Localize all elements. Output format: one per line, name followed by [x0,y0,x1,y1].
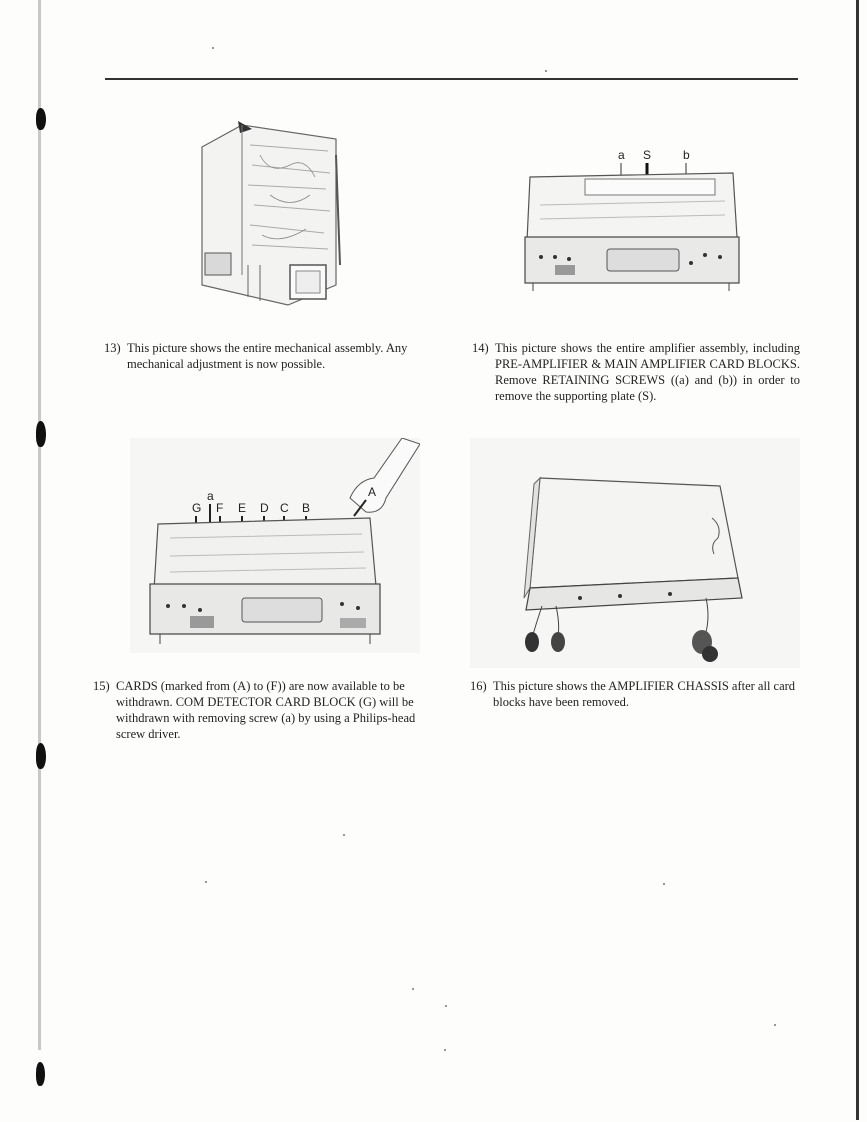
caption-14-number: 14) [472,341,489,355]
scan-speck [343,834,345,836]
label-a-screw: a [207,489,214,503]
scan-speck [212,47,214,49]
binder-margin-line [38,0,41,1050]
label-d: D [260,501,269,515]
label-e: E [238,501,247,515]
caption-16 [470,678,805,718]
label-s: S [643,148,652,162]
scan-speck [545,70,547,72]
scan-speck [445,1005,447,1007]
punch-hole-1 [36,108,46,130]
label-big-a: A [368,485,377,499]
figure-15-cards-withdrawal [130,438,420,653]
amplifier-assembly-photo [515,145,745,295]
figure-16-amplifier-chassis [470,438,800,668]
figure-14-amplifier-assembly [515,145,745,295]
caption-15 [93,678,438,748]
scan-speck [412,988,414,990]
label-g: G [192,501,202,515]
caption-16-text: This picture shows the AMPLIFIER CHASSIS after all card blocks have been removed. [493,679,796,709]
label-a: a [618,148,625,162]
caption-14-text: This picture shows the entire amplifier assembly, including PRE-AMPLIFIER & MAIN AMPLIFIER CARD BLOCKS. Remove RETAINING SCREWS ((a) and (b)) in order to remove the supporting plate (S). [495,341,800,403]
label-b: b [683,148,690,162]
caption-13 [104,340,434,380]
punch-hole-3 [36,743,46,769]
figure-13-mechanical-assembly [190,115,355,315]
punch-hole-2 [36,421,46,447]
scan-speck [444,1049,446,1051]
caption-15-number: 15) [93,679,110,693]
label-f: F [216,501,224,515]
caption-13-number: 13) [104,341,121,355]
amplifier-chassis-photo [470,438,800,668]
header-rule [105,78,798,80]
scan-speck [205,881,207,883]
scan-speck [774,1024,776,1026]
caption-16-number: 16) [470,679,487,693]
punch-hole-4 [36,1062,45,1086]
caption-15-text: CARDS (marked from (A) to (F)) are now available to be withdrawn. COM DETECTOR CARD BLOCK (G) will be withdrawn with removing screw (a) by using a Philips-head screw driver. [116,679,416,741]
mechanical-assembly-photo [190,115,355,315]
label-b: B [302,501,311,515]
caption-14 [472,340,802,430]
cards-withdrawal-photo [130,438,420,653]
scan-speck [663,883,665,885]
label-c: C [280,501,289,515]
caption-13-text: This picture shows the entire mechanical assembly. Any mechanical adjustment is now possible. [127,341,408,371]
page-edge [856,0,859,1120]
